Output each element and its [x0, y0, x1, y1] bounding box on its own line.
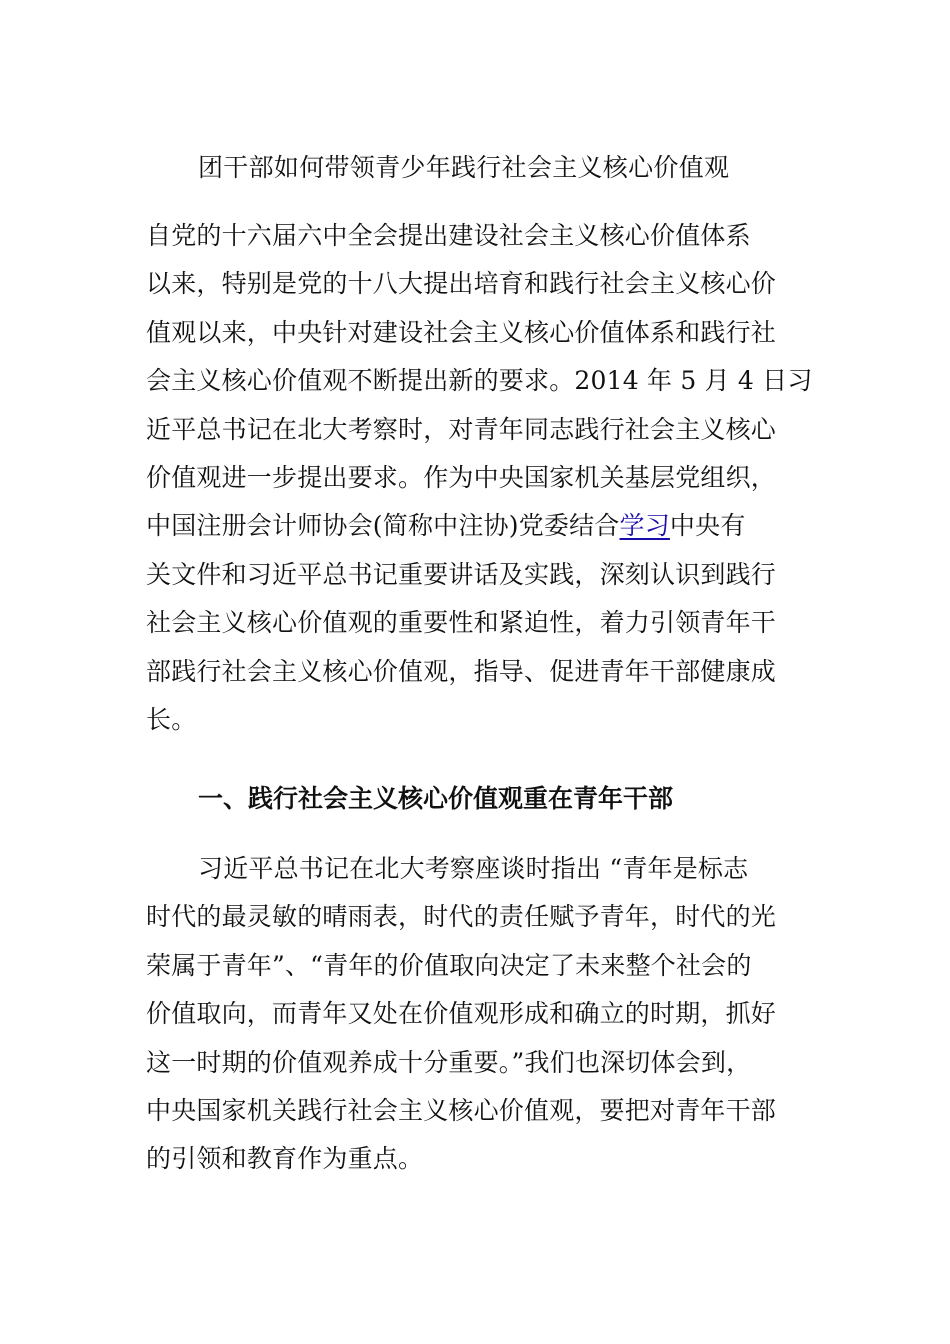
paragraph-line: 关文件和习近平总书记重要讲话及实践，深刻认识到践行 [146, 559, 777, 589]
paragraph-line: 会主义核心价值观不断提出新的要求。2014 年 5 月 4 日习 [146, 366, 813, 396]
paragraph-line: 以来，特别是党的十八大提出培育和践行社会主义核心价 [146, 269, 777, 299]
paragraph-line: 价值取向，而青年又处在价值观形成和确立的时期，抓好 [146, 999, 777, 1029]
paragraph-intro [146, 212, 813, 744]
paragraph-line: 的引领和教育作为重点。 [146, 1144, 424, 1174]
paragraph-line: 这一时期的价值观养成十分重要。”我们也深切体会到， [146, 1047, 752, 1077]
text-after-link: 中央有 [669, 511, 746, 541]
paragraph-line: 中央国家机关践行社会主义核心价值观，要把对青年干部 [146, 1096, 777, 1126]
text-before-link: 中国注册会计师协会(简称中注协)党委结合 [146, 511, 620, 541]
paragraph-line: 时代的最灵敏的晴雨表，时代的责任赋予青年，时代的光 [146, 902, 777, 932]
section-heading: 一、践行社会主义核心价值观重在青年干部 [198, 784, 674, 813]
paragraph-line: 价值观进一步提出要求。作为中央国家机关基层党组织， [146, 463, 777, 493]
document-title: 团干部如何带领青少年践行社会主义核心价值观 [198, 153, 730, 182]
paragraph-line: 自党的十六届六中全会提出建设社会主义核心价值体系 [146, 221, 751, 250]
study-link[interactable]: 学习 [619, 511, 670, 541]
paragraph-line: 值观以来，中央针对建设社会主义核心价值体系和践行社 [146, 317, 777, 347]
paragraph-line: 部践行社会主义核心价值观，指导、促进青年干部健康成 [146, 656, 777, 686]
paragraph-line: 荣属于青年”、“青年的价值取向决定了未来整个社会的 [146, 950, 752, 980]
paragraph-line: 近平总书记在北大考察时，对青年同志践行社会主义核心 [146, 414, 777, 444]
paragraph-line: 社会主义核心价值观的重要性和紧迫性，着力引领青年干 [146, 608, 777, 638]
paragraph-section1 [146, 845, 810, 1184]
paragraph-line-with-link [146, 502, 810, 550]
paragraph-line: 长。 [146, 705, 197, 735]
paragraph-line: 习近平总书记在北大考察座谈时指出 “青年是标志 [198, 854, 749, 883]
